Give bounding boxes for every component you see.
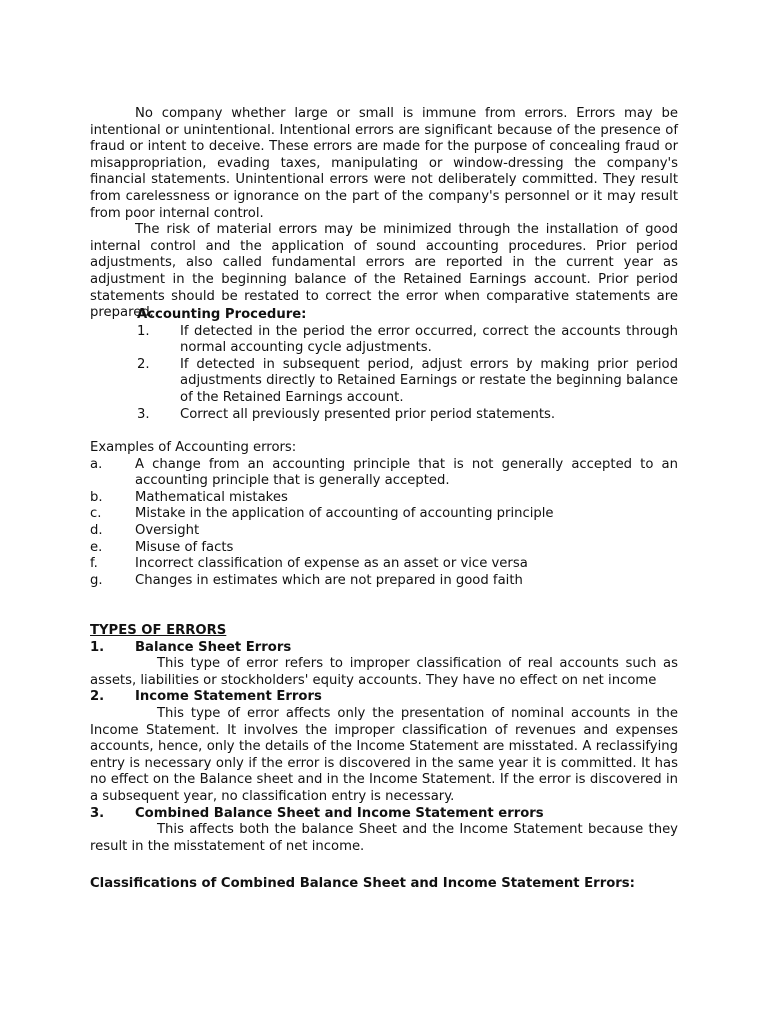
- example-text: Misuse of facts: [135, 539, 234, 555]
- example-text: Mathematical mistakes: [135, 489, 288, 505]
- procedure-item-number: 2.: [137, 356, 150, 372]
- procedure-item-text: Correct all previously presented prior period statements.: [180, 406, 556, 422]
- procedure-item-number: 1.: [137, 323, 150, 339]
- procedure-heading: Accounting Procedure:: [137, 307, 307, 322]
- type-title: Combined Balance Sheet and Income Statement errors: [135, 805, 544, 821]
- types-heading: TYPES OF ERRORS: [90, 623, 227, 638]
- example-text: Changes in estimates which are not prepared in good faith: [135, 572, 523, 588]
- example-text: Mistake in the application of accounting of accounting principle: [135, 506, 554, 522]
- example-text: A change from an accounting principle that is not generally accepted to an accounting principle that is generally accepted.: [135, 456, 678, 489]
- examples-section: [90, 440, 678, 589]
- type-item: [90, 689, 678, 706]
- classifications-heading: Classifications of Combined Balance Sheet and Income Statement Errors:: [90, 876, 635, 891]
- procedure-item-number: 3.: [137, 406, 150, 422]
- example-text: Incorrect classification of expense as an asset or vice versa: [135, 556, 528, 572]
- type-item: [90, 806, 678, 823]
- example-letter: g.: [90, 572, 103, 588]
- procedure-item: [0, 407, 678, 424]
- example-letter: a.: [90, 456, 103, 472]
- example-letter: c.: [90, 506, 102, 522]
- procedure-item: [0, 324, 678, 357]
- example-letter: b.: [90, 489, 103, 505]
- type-body: This type of error refers to improper classification of real accounts such as assets, liabilities or stockholders' equity accounts. They have no effect on net income: [90, 656, 678, 688]
- types-section: [90, 623, 678, 855]
- example-item: [90, 523, 678, 540]
- procedure-item-text: If detected in the period the error occurred, correct the accounts through normal accounting cycle adjustments.: [180, 323, 678, 356]
- example-item: [90, 506, 678, 523]
- example-text: Oversight: [135, 522, 200, 538]
- example-letter: f.: [90, 556, 98, 572]
- example-item: [90, 490, 678, 507]
- procedure-item-text: If detected in subsequent period, adjust errors by making prior period adjustments directly to Retained Earnings or restate the beginning balance of the Retained Earnings account.: [180, 356, 678, 405]
- type-number: 3.: [90, 805, 105, 821]
- example-item: [90, 540, 678, 557]
- type-number: 2.: [90, 689, 105, 705]
- type-body: This affects both the balance Sheet and the Income Statement because they result in the misstatement of net income.: [90, 822, 678, 854]
- procedure-item: [0, 357, 678, 407]
- intro-section: [90, 106, 678, 322]
- example-letter: d.: [90, 522, 103, 538]
- intro-paragraph-2: The risk of material errors may be minimized through the installation of good internal control and the application of sound accounting procedures. Prior period adjustments, also called fundamental errors are reported in the current year as adjustment in the beginning balance of the Retained Earnings account. Prior period statements should be restated to correct the error when comparative statements are prepared.: [90, 222, 678, 321]
- type-body: This type of error affects only the presentation of nominal accounts in the Income Statement. It involves the improper classification of revenues and expenses accounts, hence, only the details of the Income Statement are misstated. A reclassifying entry is necessary only if the error is discovered in the same year it is committed. It has no effect on the Balance sheet and in the Income Statement. If the error is discovered in a subsequent year, no classification entry is necessary.: [90, 705, 678, 804]
- example-item: [90, 556, 678, 573]
- intro-paragraph-1: No company whether large or small is immune from errors. Errors may be intentional or unintentional. Intentional errors are significant because of the presence of fraud or intent to deceive. These errors are made for the purpose of concealing fraud or misappropriation, evading taxes, manipulating or window-dressing the company's financial statements. Unintentional errors were not deliberately committed. They result from carelessness or ignorance on the part of the company's personnel or it may result from poor internal control.: [90, 106, 678, 221]
- example-letter: e.: [90, 539, 103, 555]
- procedure-section: [0, 307, 678, 423]
- type-title: Income Statement Errors: [135, 689, 322, 705]
- type-title: Balance Sheet Errors: [135, 639, 292, 655]
- examples-heading: Examples of Accounting errors:: [90, 440, 297, 455]
- type-number: 1.: [90, 639, 105, 655]
- type-item: [90, 640, 678, 657]
- example-item: [90, 457, 678, 490]
- closing-section: [90, 876, 690, 893]
- example-item: [90, 573, 678, 590]
